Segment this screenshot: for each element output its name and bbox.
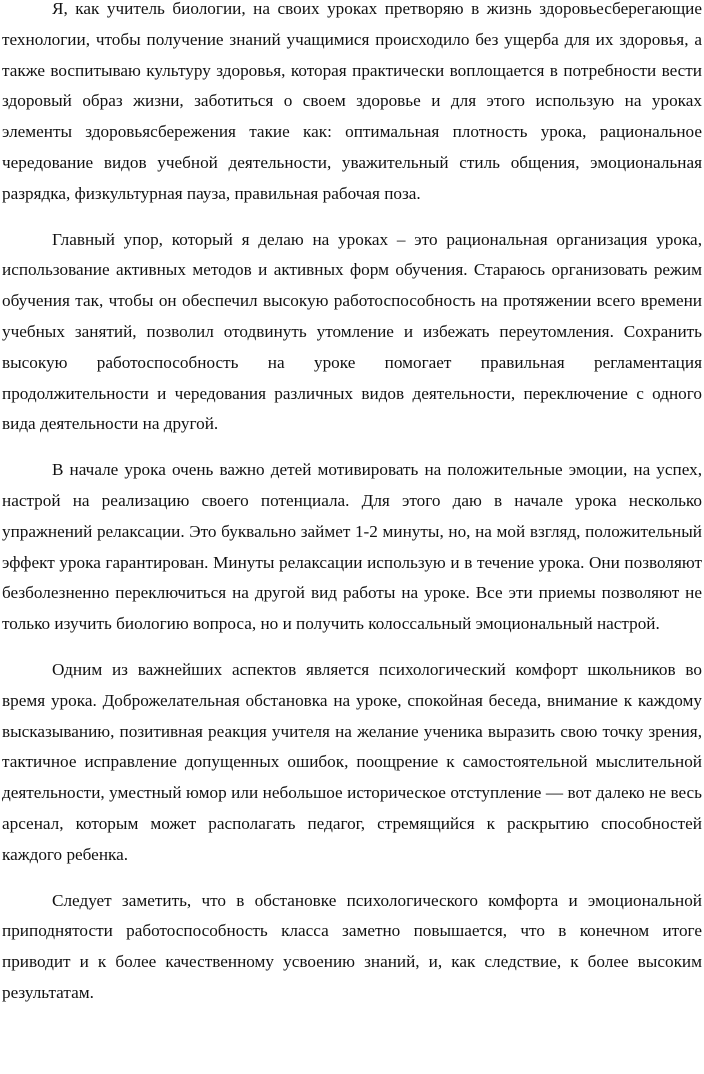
paragraph-1: Я, как учитель биологии, на своих уроках претворяю в жизнь здоровьесберегающие технологии, чтобы получение знаний учащимися происходило без ущерба для их здоровья, а также воспитываю культуру здоровья, которая практически воплощается в потребности вести здоровый образ жизни, заботиться о своем здоровье и для этого использую на уроках элементы здоровьясбережения такие как: оптимальная плотность урока, рациональное чередование видов учебной деятельности, уважительный стиль общения, эмоциональная разрядка, физкультурная пауза, правильная рабочая поза. [2,0,702,203]
paragraph-2: Главный упор, который я делаю на уроках – это рациональная организация урока, использование активных методов и активных форм обучения. Стараюсь организовать режим обучения так, чтобы он обеспечил высокую работоспособность на протяжении всего времени учебных занятий, позволил отодвинуть утомление и избежать переутомления. Сохранить высокую работоспособность на уроке помогает правильная регламентация продолжительности и чередования различных видов деятельности, переключение с одного вида деятельности на другой. [2,229,702,434]
paragraph-3: В начале урока очень важно детей мотивировать на положительные эмоции, на успех, настрой на реализацию своего потенциала. Для этого даю в начале урока несколько упражнений релаксации. Это буквально займет 1-2 минуты, но, на мой взгляд, положительный эффект урока гарантирован. Минуты релаксации использую и в течение урока. Они позволяют безболезненно переключиться на другой вид работы на уроке. Все эти приемы позволяют не только изучить биологию вопроса, но и получить колоссальный эмоциональный настрой. [2,460,702,634]
paragraph-4: Одним из важнейших аспектов является психологический комфорт школьников во время урока. Доброжелательная обстановка на уроке, спокойная беседа, внимание к каждому высказыванию, позитивная реакция учителя на желание ученика выразить свою точку зрения, тактичное исправление допущенных ошибок, поощрение к самостоятельной мыслительной деятельности, уместный юмор или небольшое историческое отступление — вот далеко не весь арсенал, которым может располагать педагог, стремящийся к раскрытию способностей каждого ребенка. [2,659,702,864]
paragraph-5: Следует заметить, что в обстановке психологического комфорта и эмоциональной приподнятости работоспособность класса заметно повышается, что в конечном итоге приводит и к более качественному усвоению знаний, и, как следствие, к более высоким результатам. [2,890,702,1002]
